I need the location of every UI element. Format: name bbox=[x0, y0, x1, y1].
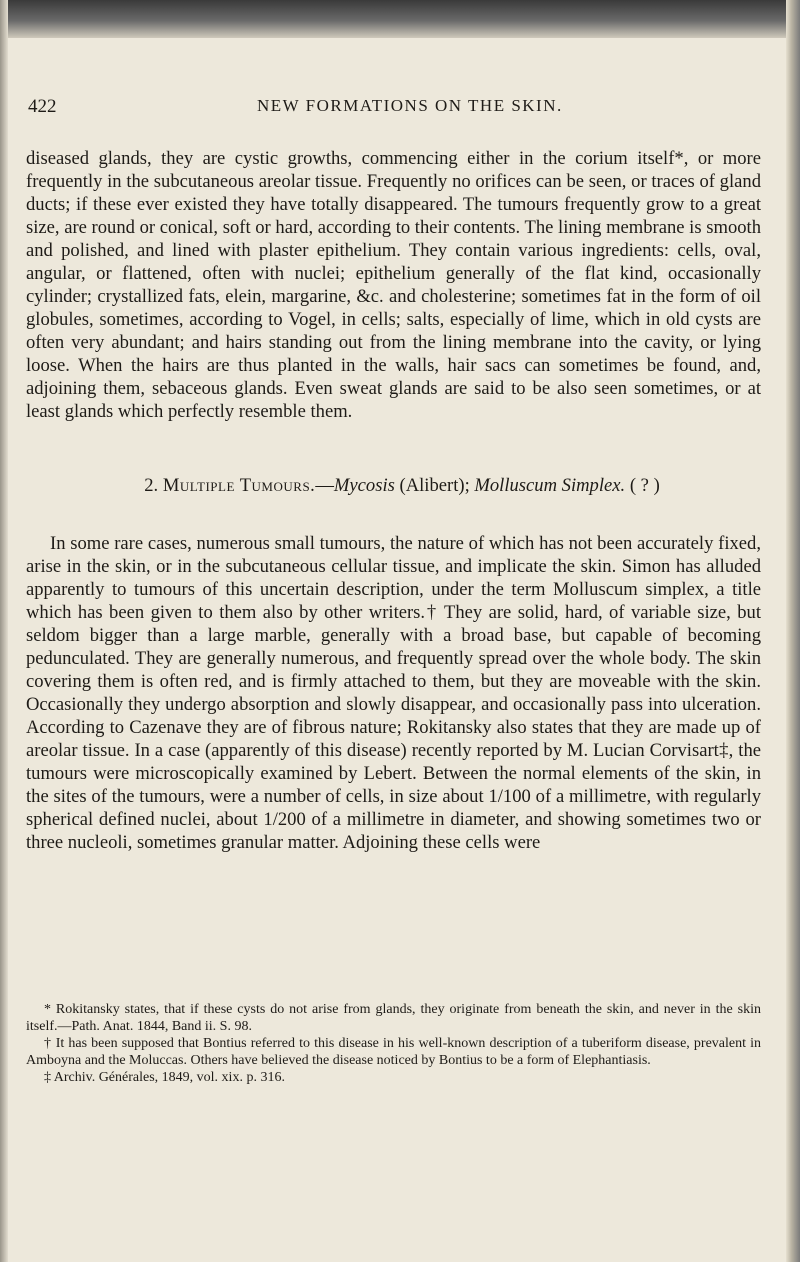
body-paragraph-1 bbox=[26, 147, 761, 423]
section-title: Multiple Tumours. bbox=[162, 475, 316, 496]
section-number: 2. bbox=[144, 475, 159, 496]
page-header bbox=[22, 96, 782, 126]
footnote-3: ‡ Archiv. Générales, 1849, vol. xix. p. 316. bbox=[44, 1070, 285, 1085]
footnote-1: * Rokitansky states, that if these cysts do not arise from glands, they originate from beneath the skin, and never in the skin itself.—Path. Anat. 1844, Band ii. S. 98. bbox=[26, 1002, 761, 1034]
running-head: NEW FORMATIONS ON THE SKIN. bbox=[257, 96, 563, 115]
footnotes bbox=[26, 1001, 761, 1086]
paragraph-text: diseased glands, they are cystic growths, commencing either in the corium itself*, or more frequently in the subcutaneous areolar tissue. Frequently no orifices can be seen, or traces of gland ducts; if these ever existed they have totally disappeared. The tumours frequently grow to a great size, are round or conical, soft or hard, according to their contents. The lining membrane is smooth and polished, and lined with plaster epithelium. They contain various ingredients: cells, oval, angular, or flattened, often with nuclei; epithelium generally of the flat kind, occasionally cylinder; crystallized fats, elein, margarine, &c. and cholesterine; sometimes fat in the form of oil globules, sometimes, according to Vogel, in cells; salts, especially of lime, which in old cysts are often very abundant; and hairs standing out from the lining membrane into the cavity, or lying loose. When the hairs are thus planted in the walls, hair sacs can sometimes be found, and, adjoining them, sebaceous glands. Even sweat glands are said to be also seen sometimes, or at least glands which perfectly resemble them. bbox=[26, 148, 761, 422]
section-query: ( ? ) bbox=[629, 475, 660, 496]
section-term-mycosis: Mycosis bbox=[333, 475, 395, 496]
page-number: 422 bbox=[28, 96, 57, 117]
body-paragraph-2: In some rare cases, numerous small tumours, the nature of which has not been accurately fixed, arise in the skin, or in the subcutaneous cellular tissue, and implicate the skin. Simon has alluded apparently to tumours of this uncertain description, under the term Molluscum simplex, a title which has been given to them also by other writers.† They are solid, hard, of variable size, but seldom bigger than a large marble, generally with a broad base, but capable of becoming pedunculated. They are generally numerous, and frequently spread over the whole body. The skin covering them is often red, and is firmly attached to them, but they are moveable with the skin. Occasionally they undergo absorption and slowly disappear, and occasionally pass into ulceration. According to Cazenave they are of fibrous nature; Rokitansky also states that they are made up of areolar tissue. In a case (apparently of this disease) recently reported by M. Lucian Corvisart‡, the tumours were microscopically examined by Lebert. Between the normal elements of the skin, in the sites of the tumours, were a number of cells, in size about 1/100 of a millimetre, with regularly spherical defined nuclei, about 1/200 of a millimetre in diameter, and showing sometimes two or three nucleoli, sometimes granular matter. Adjoining these cells were bbox=[26, 533, 761, 853]
footnote-2: † It has been supposed that Bontius referred to this disease in his well-known description of a tuberiform disease, prevalent in Amboyna and the Moluccas. Others have believed the disease noticed by Bontius to be a form of Elephantiasis. bbox=[26, 1036, 761, 1068]
book-page bbox=[22, 0, 782, 1262]
page-left-edge bbox=[0, 0, 8, 1262]
section-dash: — bbox=[315, 475, 334, 496]
page-right-edge bbox=[786, 0, 800, 1262]
section-author: (Alibert); bbox=[399, 475, 470, 496]
section-heading bbox=[22, 474, 782, 497]
section-term-molluscum: Molluscum Simplex. bbox=[474, 475, 626, 496]
